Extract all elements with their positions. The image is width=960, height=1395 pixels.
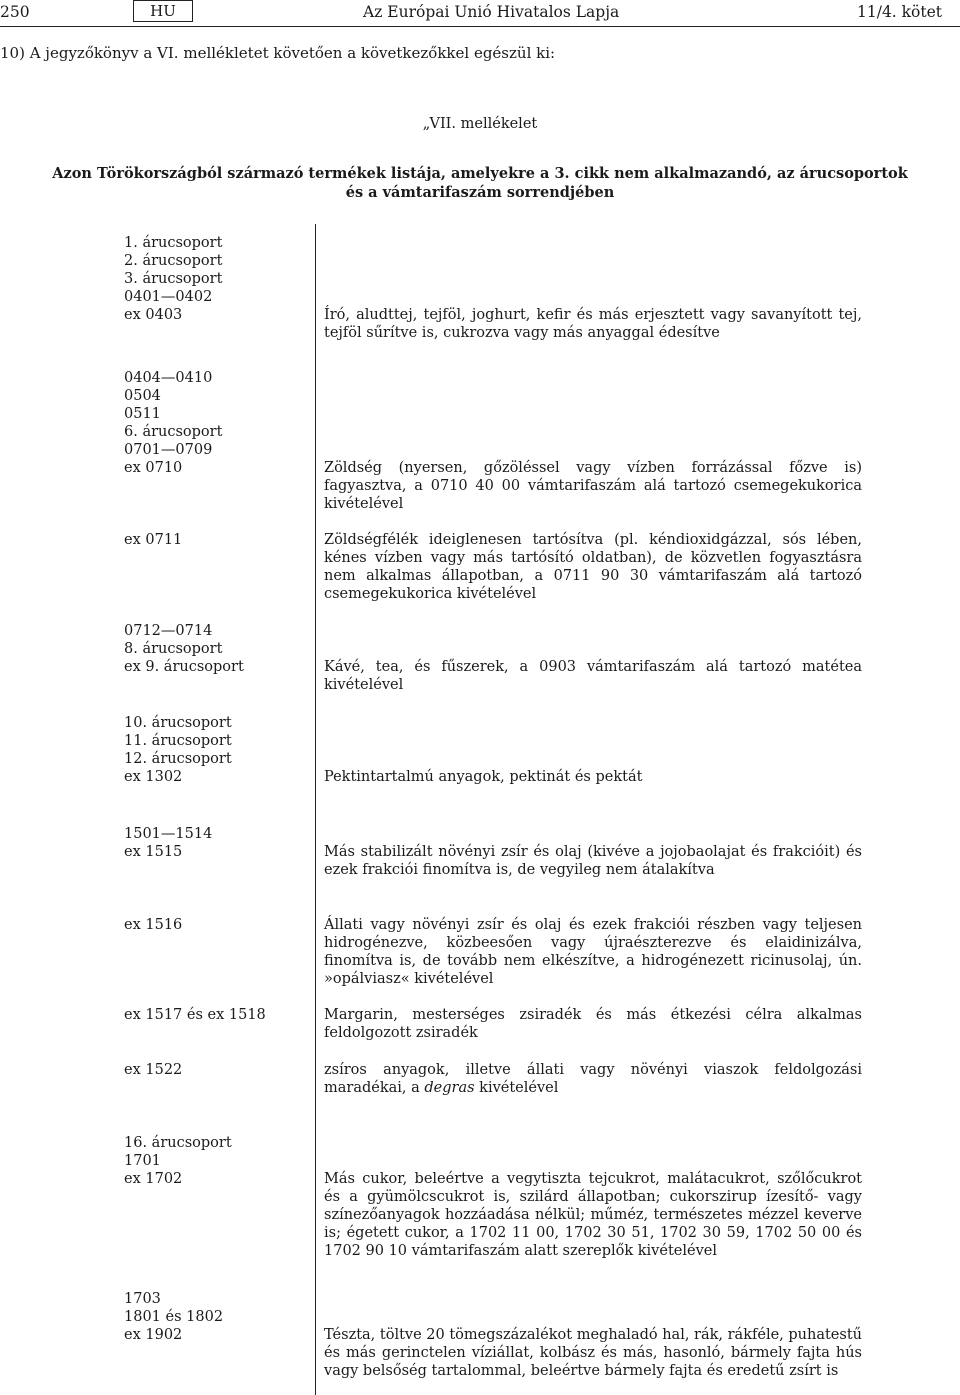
code: ex 1302 bbox=[124, 769, 183, 785]
table-row-description: Tészta, töltve 20 tömegszázalékot meghaladó hal, rák, rákféle, puhatestű és más gerinctelen víziállat, kolbász és más, hasonló, bármely fajta hús vagy belsőség tartalommal, beleértve bármely fajta és eredetű zsírt is bbox=[324, 1327, 862, 1379]
code: 8. árucsoport bbox=[124, 641, 223, 657]
code: 11. árucsoport bbox=[124, 733, 232, 749]
table-row-description: Más stabilizált növényi zsír és olaj (kivéve a jojobaolajat és frakcióit) és ezek frakciói finomítva is, de vegyileg nem átalakítva bbox=[324, 844, 862, 878]
table-row-codes bbox=[124, 531, 182, 549]
code: 0712—0714 bbox=[124, 623, 213, 639]
description-text: kivételével bbox=[474, 1080, 559, 1096]
code: 12. árucsoport bbox=[124, 751, 232, 767]
table-row-codes bbox=[124, 1061, 182, 1079]
table-row-description: Kávé, tea, és fűszerek, a 0903 vámtarifaszám alá tartozó matétea kivételével bbox=[324, 659, 862, 693]
code: 6. árucsoport bbox=[124, 424, 223, 440]
table-row-codes bbox=[124, 622, 244, 676]
intro-text: 10) A jegyzőkönyv a VI. mellékletet követően a következőkkel egészül ki: bbox=[0, 44, 556, 62]
code: 10. árucsoport bbox=[124, 715, 232, 731]
table-row-codes bbox=[124, 714, 232, 786]
language-code-box: HU bbox=[133, 0, 193, 22]
code: 0401—0402 bbox=[124, 289, 213, 305]
code: 1801 és 1802 bbox=[124, 1309, 224, 1325]
annex-title: „VII. mellékelet bbox=[422, 116, 538, 132]
code: ex 1516 bbox=[124, 917, 183, 933]
table-row-description: Zöldségfélék ideiglenesen tartósítva (pl. kéndioxidgázzal, sós lében, kénes vízben vagy más tartósító oldatban), de közvetlen fogyasztásra nem alkalmas állapotban, a 0711 90 30 vámtarifaszám alá tartozó csemegekukorica kivételével bbox=[324, 532, 862, 602]
table-row-description: Pektintartalmú anyagok, pektinát és pektát bbox=[324, 769, 643, 785]
code: ex 1702 bbox=[124, 1171, 183, 1187]
table-row-description: Más cukor, beleértve a vegytiszta tejcukrot, malátacukrot, szőlőcukrot és a gyümölcscukrot is, szilárd állapotban; cukorszirup ízesítő- vagy színezőanyagok hozzáadása nélkül; műméz, természetes mézzel keverve is; égetett cukor, a 1702 11 00, 1702 30 51, 1702 30 59, 1702 50 00 és 1702 90 10 vámtarifaszám alatt szereplők kivételével bbox=[324, 1171, 862, 1259]
table-row-description: Zöldség (nyersen, gőzöléssel vagy vízben forrázással főzve is) fagyasztva, a 0710 40 00 vámtarifaszám alá tartozó csemegekukorica kivételével bbox=[324, 460, 862, 512]
code: ex 1902 bbox=[124, 1327, 183, 1343]
code: 2. árucsoport bbox=[124, 253, 223, 269]
table-row-description bbox=[324, 1061, 862, 1097]
code: ex 1517 és ex 1518 bbox=[124, 1007, 266, 1023]
code: ex 9. árucsoport bbox=[124, 659, 244, 675]
column-divider bbox=[315, 224, 316, 1395]
code: ex 0711 bbox=[124, 532, 183, 548]
code: 0404—0410 bbox=[124, 370, 213, 386]
journal-title: Az Európai Unió Hivatalos Lapja bbox=[363, 3, 620, 21]
code: 0504 bbox=[124, 388, 161, 404]
code: ex 1515 bbox=[124, 844, 183, 860]
code: 1. árucsoport bbox=[124, 235, 223, 251]
code: 3. árucsoport bbox=[124, 271, 223, 287]
code: 1703 bbox=[124, 1291, 161, 1307]
code: 1501—1514 bbox=[124, 826, 213, 842]
description-text: zsíros anyagok, illetve állati vagy növényi viaszok feldolgozási maradékai, a bbox=[324, 1062, 862, 1096]
code: 0701—0709 bbox=[124, 442, 213, 458]
table-row-codes bbox=[124, 234, 222, 324]
table-row-description: Margarin, mesterséges zsiradék és más étkezési célra alkalmas feldolgozott zsiradék bbox=[324, 1007, 862, 1041]
code: ex 0710 bbox=[124, 460, 183, 476]
table-row-codes bbox=[124, 1134, 232, 1188]
table-row-codes bbox=[124, 916, 182, 934]
table-row-description: Író, aludttej, tejföl, joghurt, kefir és más erjesztett vagy savanyított tej, tejföl sűrítve is, cukrozva vagy más anyaggal édesítve bbox=[324, 307, 862, 341]
table-row-codes bbox=[124, 369, 222, 477]
list-title-line1: Azon Törökországból származó termékek listája, amelyekre a 3. cikk nem alkalmazandó, az árucsoportok bbox=[52, 165, 908, 182]
code: ex 0403 bbox=[124, 307, 183, 323]
code: 16. árucsoport bbox=[124, 1135, 232, 1151]
header-rule bbox=[0, 26, 960, 27]
description-italic-term: degras bbox=[424, 1080, 475, 1096]
volume-label: 11/4. kötet bbox=[857, 3, 943, 21]
table-row-description: Állati vagy növényi zsír és olaj és ezek frakciói részben vagy teljesen hidrogénezve, közbeesően vagy újraészterezve és elaidinizálva, finomítva is, de tovább nem elkészítve, a hidrogénezett ricinusolaj, ún. »opálviasz« kivételével bbox=[324, 917, 862, 987]
table-row-codes bbox=[124, 1006, 266, 1024]
code: ex 1522 bbox=[124, 1062, 183, 1078]
table-row-codes bbox=[124, 1290, 223, 1344]
code: 0511 bbox=[124, 406, 161, 422]
table-row-codes bbox=[124, 825, 212, 861]
code: 1701 bbox=[124, 1153, 161, 1169]
list-title-line2: és a vámtarifaszám sorrendjében bbox=[345, 184, 615, 201]
page-number: 250 bbox=[0, 3, 30, 21]
